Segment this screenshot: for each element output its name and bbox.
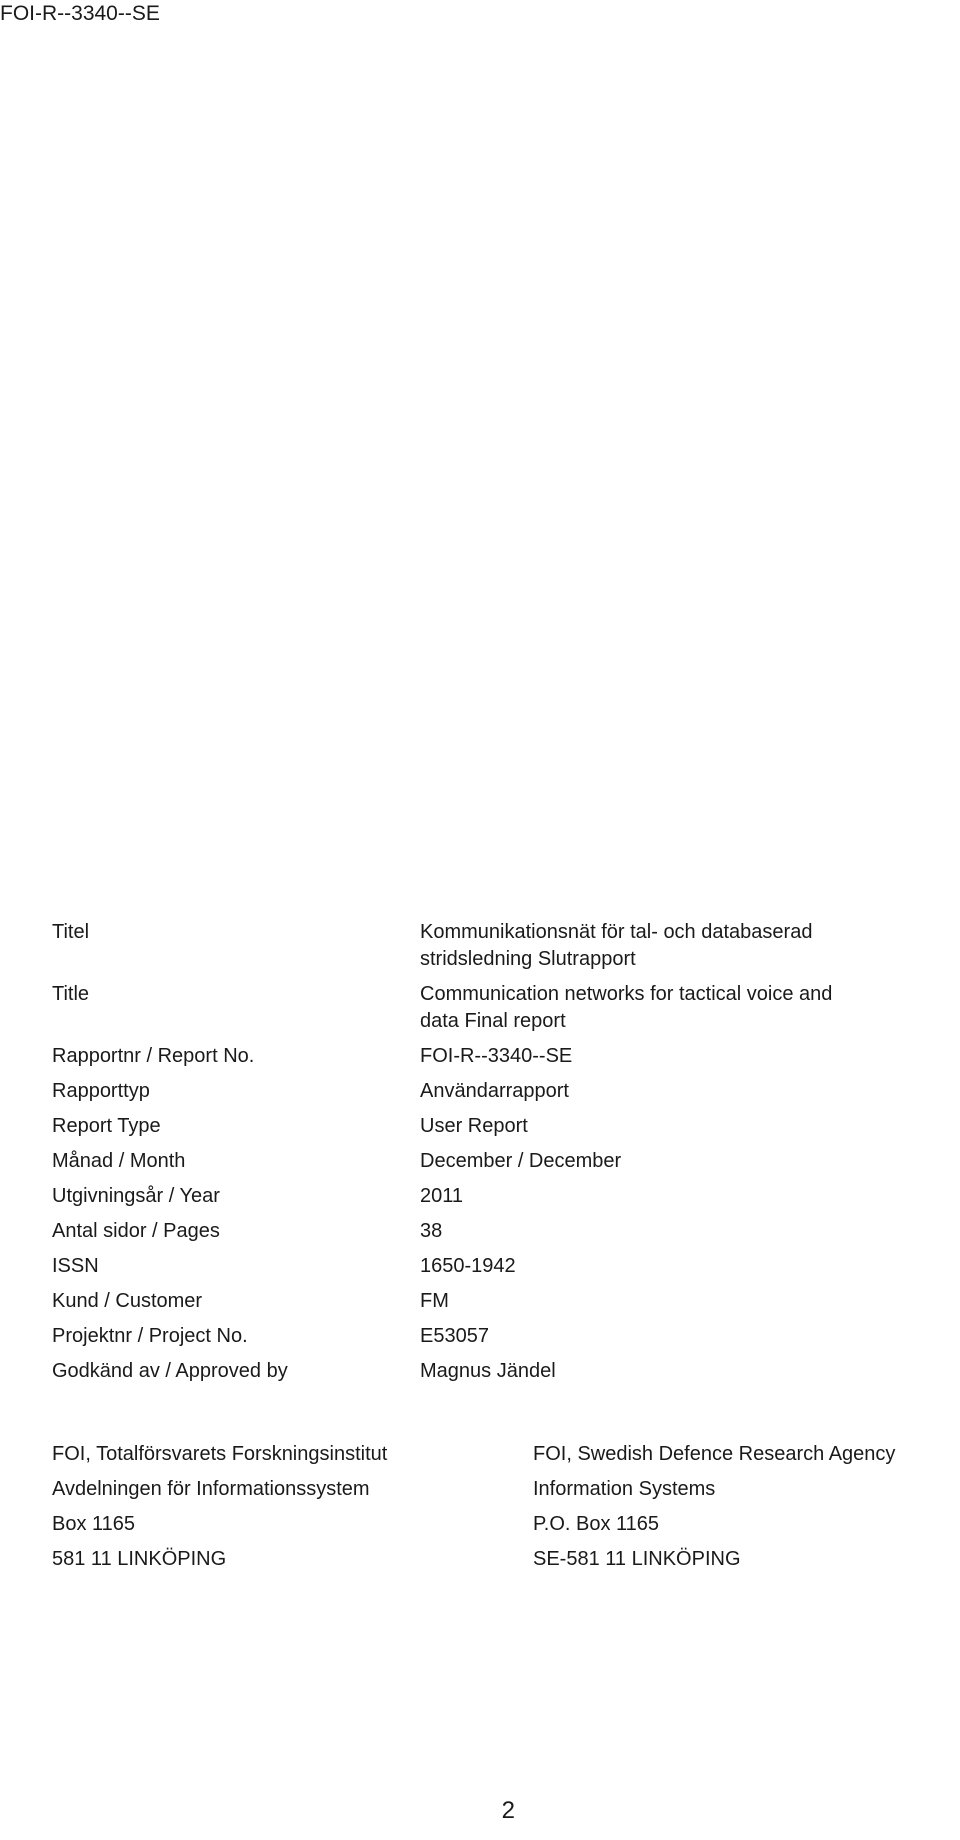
address-english: SE-581 11 LINKÖPING — [533, 1548, 741, 1570]
metadata-row-report-type-sv — [52, 1078, 932, 1105]
metadata-label: Rapportnr / Report No. — [52, 1045, 255, 1067]
metadata-row-project-no — [52, 1323, 932, 1350]
address-line — [52, 1542, 960, 1577]
metadata-label: Projektnr / Project No. — [52, 1325, 248, 1347]
metadata-row-pages — [52, 1218, 932, 1245]
metadata-value: Användarrapport — [420, 1080, 569, 1102]
metadata-row-report-no — [52, 1043, 932, 1070]
metadata-label: Månad / Month — [52, 1150, 186, 1172]
address-swedish: 581 11 LINKÖPING — [52, 1548, 227, 1570]
metadata-value: E53057 — [420, 1325, 489, 1347]
metadata-value: 1650-1942 — [420, 1255, 516, 1277]
metadata-value-line: Communication networks for tactical voice and — [420, 983, 833, 1005]
metadata-value: User Report — [420, 1115, 528, 1137]
report-id-header: FOI-R--3340--SE — [0, 2, 160, 25]
metadata-value — [420, 919, 932, 973]
address-line — [52, 1507, 960, 1542]
address-swedish: Box 1165 — [52, 1513, 136, 1535]
metadata-value: Magnus Jändel — [420, 1360, 556, 1382]
metadata-label: Report Type — [52, 1115, 161, 1137]
metadata-value: 38 — [420, 1220, 443, 1242]
metadata-row-month — [52, 1148, 932, 1175]
metadata-label: ISSN — [52, 1255, 99, 1277]
metadata-value: 2011 — [420, 1185, 464, 1207]
address-line — [52, 1437, 960, 1472]
address-block — [52, 1437, 960, 1577]
metadata-row-approved-by — [52, 1358, 932, 1385]
page-number: 2 — [501, 1797, 515, 1824]
metadata-value: December / December — [420, 1150, 622, 1172]
address-swedish: FOI, Totalförsvarets Forskningsinstitut — [52, 1443, 388, 1465]
address-english: Information Systems — [533, 1478, 716, 1500]
address-english: FOI, Swedish Defence Research Agency — [533, 1443, 896, 1465]
metadata-row-title-en — [52, 981, 932, 1035]
metadata-label: Antal sidor / Pages — [52, 1220, 220, 1242]
metadata-label: Rapporttyp — [52, 1080, 150, 1102]
metadata-row-report-type-en — [52, 1113, 932, 1140]
metadata-label: Kund / Customer — [52, 1290, 203, 1312]
metadata-label: Titel — [52, 921, 90, 943]
address-english: P.O. Box 1165 — [533, 1513, 660, 1535]
metadata-value-line: Kommunikationsnät för tal- och databaserad — [420, 921, 813, 943]
address-swedish: Avdelningen för Informationssystem — [52, 1478, 370, 1500]
metadata-label: Utgivningsår / Year — [52, 1185, 220, 1207]
address-line — [52, 1472, 960, 1507]
metadata-value — [420, 981, 932, 1035]
metadata-row-customer — [52, 1288, 932, 1315]
metadata-label: Godkänd av / Approved by — [52, 1360, 288, 1382]
metadata-label: Title — [52, 983, 90, 1005]
metadata-value: FOI-R--3340--SE — [420, 1045, 573, 1067]
report-metadata — [52, 919, 932, 1385]
metadata-row-title-sv — [52, 919, 932, 973]
metadata-row-year — [52, 1183, 932, 1210]
metadata-row-issn — [52, 1253, 932, 1280]
metadata-value: FM — [420, 1290, 449, 1312]
metadata-value-line: data Final report — [420, 1010, 566, 1032]
metadata-value-line: stridsledning Slutrapport — [420, 948, 636, 970]
